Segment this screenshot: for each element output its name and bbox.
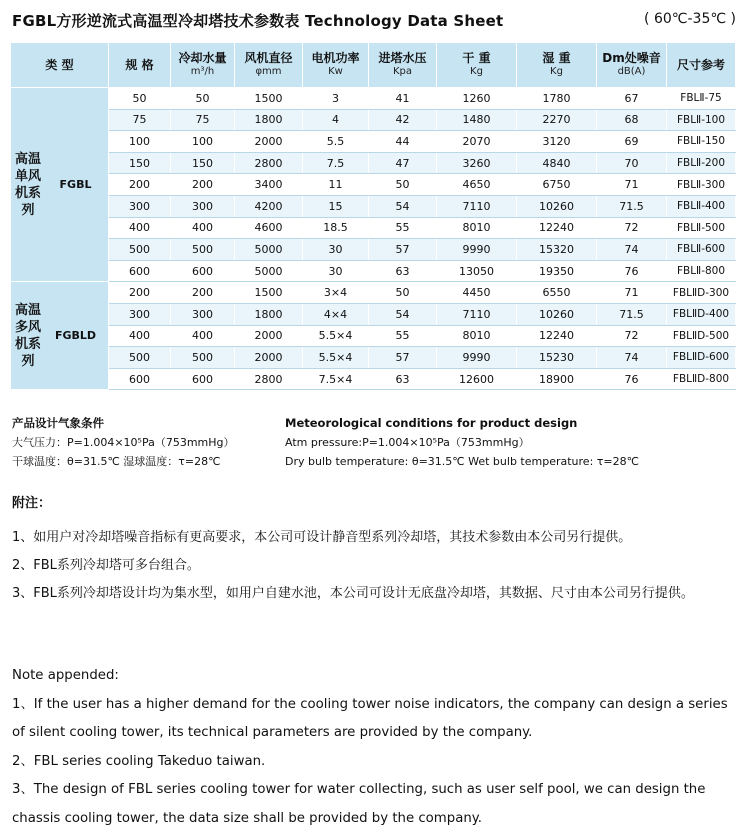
- table-cell: 300: [171, 195, 235, 217]
- table-cell: 76: [597, 260, 667, 282]
- notes-en-title: Note appended:: [12, 668, 119, 683]
- table-row: [11, 152, 736, 174]
- table-row: [11, 88, 736, 110]
- table-row: [11, 303, 736, 325]
- table-cell: 600: [109, 368, 171, 390]
- table-cell: 63: [369, 260, 437, 282]
- notes-cn: [12, 490, 738, 608]
- col-header: 规 格: [109, 43, 171, 88]
- table-cell: 500: [171, 347, 235, 369]
- table-row: [11, 325, 736, 347]
- table-cell: 600: [171, 260, 235, 282]
- table-cell: 500: [171, 239, 235, 261]
- group-model: FGBLD: [54, 329, 97, 343]
- col-header: 干 重 Kg: [437, 43, 517, 88]
- meteo-cn-heading: 产品设计气象条件: [12, 416, 104, 430]
- table-cell: 5000: [235, 260, 303, 282]
- note-item: 2、FBL series cooling Takeduo taiwan.: [12, 753, 266, 769]
- table-cell: 2000: [235, 347, 303, 369]
- table-cell: 68: [597, 109, 667, 131]
- table-cell: 150: [171, 152, 235, 174]
- table-cell: FBLⅡ-75: [667, 88, 736, 110]
- group-cell: [11, 282, 109, 390]
- table-cell: FBLⅡD-400: [667, 303, 736, 325]
- table-cell: FBLⅡD-800: [667, 368, 736, 390]
- table-cell: 500: [109, 347, 171, 369]
- note-item: 3、The design of FBL series cooling tower for water collecting, such as user self pool, we can design the chassis cooling tower, the data size shall be provided by the company.: [12, 782, 706, 826]
- meteo-cn: [12, 414, 282, 471]
- table-cell: FBLⅡ-500: [667, 217, 736, 239]
- table-cell: 4450: [437, 282, 517, 304]
- table-cell: 54: [369, 195, 437, 217]
- table-row: [11, 217, 736, 239]
- table-cell: 54: [369, 303, 437, 325]
- table-cell: 55: [369, 325, 437, 347]
- table-cell: 8010: [437, 325, 517, 347]
- table-row: [11, 195, 736, 217]
- table-cell: 57: [369, 347, 437, 369]
- col-header: 类 型: [11, 43, 109, 88]
- table-row: [11, 282, 736, 304]
- table-cell: FBLⅡ-100: [667, 109, 736, 131]
- table-cell: 70: [597, 152, 667, 174]
- table-cell: 19350: [517, 260, 597, 282]
- table-cell: FBLⅡ-200: [667, 152, 736, 174]
- table-row: [11, 260, 736, 282]
- table-cell: 7.5×4: [303, 368, 369, 390]
- temperature-condition: ( 60℃-35℃ ): [644, 11, 736, 27]
- table-cell: 5.5: [303, 131, 369, 153]
- table-cell: 71.5: [597, 195, 667, 217]
- table-cell: 71: [597, 174, 667, 196]
- table-cell: 12240: [517, 325, 597, 347]
- note-item: 3、FBL系列冷却塔设计均为集水型，如用户自建水池，本公司可设计无底盘冷却塔，其数据、尺寸由本公司另行提供。: [12, 586, 694, 601]
- table-row: [11, 347, 736, 369]
- table-cell: 3×4: [303, 282, 369, 304]
- table-cell: 57: [369, 239, 437, 261]
- notes-cn-title: 附注：: [12, 496, 52, 511]
- table-cell: 15320: [517, 239, 597, 261]
- table-cell: 10260: [517, 195, 597, 217]
- table-cell: 200: [109, 174, 171, 196]
- table-cell: 4: [303, 109, 369, 131]
- table-cell: 7110: [437, 303, 517, 325]
- table-cell: 300: [171, 303, 235, 325]
- table-cell: 10260: [517, 303, 597, 325]
- table-cell: 500: [109, 239, 171, 261]
- table-cell: 55: [369, 217, 437, 239]
- table-cell: 12240: [517, 217, 597, 239]
- table-cell: 50: [369, 282, 437, 304]
- table-cell: FBLⅡD-300: [667, 282, 736, 304]
- table-cell: 600: [171, 368, 235, 390]
- table-cell: 15230: [517, 347, 597, 369]
- table-cell: 400: [109, 325, 171, 347]
- table-cell: 3400: [235, 174, 303, 196]
- table-cell: FBLⅡ-600: [667, 239, 736, 261]
- table-cell: FBLⅡD-600: [667, 347, 736, 369]
- table-cell: 6550: [517, 282, 597, 304]
- notes-en: [12, 662, 740, 833]
- table-cell: 30: [303, 239, 369, 261]
- table-cell: 600: [109, 260, 171, 282]
- table-cell: 11: [303, 174, 369, 196]
- table-cell: 71: [597, 282, 667, 304]
- table-cell: 74: [597, 347, 667, 369]
- table-cell: 42: [369, 109, 437, 131]
- table-cell: FBLⅡ-400: [667, 195, 736, 217]
- table-cell: 76: [597, 368, 667, 390]
- table-cell: 71.5: [597, 303, 667, 325]
- table-cell: 75: [171, 109, 235, 131]
- table-cell: FBLⅡD-500: [667, 325, 736, 347]
- table-row: [11, 174, 736, 196]
- table-cell: 2000: [235, 325, 303, 347]
- table-cell: 44: [369, 131, 437, 153]
- col-header: 电机功率 Kw: [303, 43, 369, 88]
- table-cell: 30: [303, 260, 369, 282]
- note-item: 1、If the user has a higher demand for the cooling tower noise indicators, the company can design a series of silent cooling tower, its technical parameters are provided by the company.: [12, 696, 728, 740]
- col-header: 冷却水量 m³/h: [171, 43, 235, 88]
- col-header: 尺寸参考: [667, 43, 736, 88]
- note-item: 1、如用户对冷却塔噪音指标有更高要求，本公司可设计静音型系列冷却塔，其技术参数由本公司另行提供。: [12, 530, 632, 545]
- table-row: [11, 368, 736, 390]
- group-cell: [11, 88, 109, 282]
- table-cell: 4200: [235, 195, 303, 217]
- table-row: [11, 239, 736, 261]
- table-row: [11, 109, 736, 131]
- table-cell: 63: [369, 368, 437, 390]
- table-cell: 4×4: [303, 303, 369, 325]
- table-cell: 72: [597, 217, 667, 239]
- table-cell: 100: [109, 131, 171, 153]
- table-cell: 300: [109, 195, 171, 217]
- table-cell: 9990: [437, 239, 517, 261]
- meteo-en-temps: Dry bulb temperature: θ=31.5℃ Wet bulb temperature: τ=28℃: [285, 455, 639, 468]
- table-cell: 75: [109, 109, 171, 131]
- table-cell: 12600: [437, 368, 517, 390]
- table-row: [11, 131, 736, 153]
- col-header: 风机直径 φmm: [235, 43, 303, 88]
- table-cell: 4840: [517, 152, 597, 174]
- table-cell: 15: [303, 195, 369, 217]
- table-cell: 41: [369, 88, 437, 110]
- table-cell: 400: [171, 217, 235, 239]
- table-cell: 1500: [235, 282, 303, 304]
- table-cell: 50: [171, 88, 235, 110]
- meteo-en-pressure: Atm pressure:P=1.004×10⁵Pa（753mmHg）: [285, 436, 530, 449]
- col-header: Dm处噪音 dB(A): [597, 43, 667, 88]
- group-name: 高温多风机系列: [15, 302, 42, 369]
- group-name: 高温单风机系列: [15, 151, 42, 218]
- table-cell: 6750: [517, 174, 597, 196]
- table-cell: 1260: [437, 88, 517, 110]
- table-cell: 1780: [517, 88, 597, 110]
- table-cell: FBLⅡ-800: [667, 260, 736, 282]
- table-cell: 300: [109, 303, 171, 325]
- table-cell: 2070: [437, 131, 517, 153]
- table-cell: 9990: [437, 347, 517, 369]
- table-cell: FBLⅡ-300: [667, 174, 736, 196]
- col-header: 进塔水压 Kpa: [369, 43, 437, 88]
- spec-table: [10, 42, 736, 390]
- table-cell: 3260: [437, 152, 517, 174]
- page-title: FGBL方形逆流式高温型冷却塔技术参数表 Technology Data Sheet: [12, 12, 504, 30]
- table-cell: 5.5×4: [303, 325, 369, 347]
- table-cell: 2270: [517, 109, 597, 131]
- table-cell: 74: [597, 239, 667, 261]
- table-cell: 47: [369, 152, 437, 174]
- table-cell: 2800: [235, 368, 303, 390]
- title-row: [12, 10, 736, 32]
- meteo-cn-pressure: 大气压力：P=1.004×10⁵Pa（753mmHg）: [12, 436, 235, 449]
- table-cell: 50: [109, 88, 171, 110]
- table-cell: 150: [109, 152, 171, 174]
- table-cell: 18.5: [303, 217, 369, 239]
- table-cell: 7.5: [303, 152, 369, 174]
- table-cell: 100: [171, 131, 235, 153]
- table-cell: 400: [109, 217, 171, 239]
- table-cell: 18900: [517, 368, 597, 390]
- table-cell: FBLⅡ-150: [667, 131, 736, 153]
- table-cell: 8010: [437, 217, 517, 239]
- meteo-en: [285, 414, 735, 471]
- table-cell: 5000: [235, 239, 303, 261]
- table-cell: 7110: [437, 195, 517, 217]
- table-cell: 400: [171, 325, 235, 347]
- table-cell: 1500: [235, 88, 303, 110]
- table-cell: 200: [171, 174, 235, 196]
- table-cell: 3120: [517, 131, 597, 153]
- table-cell: 5.5×4: [303, 347, 369, 369]
- table-cell: 50: [369, 174, 437, 196]
- group-model: FGBL: [59, 178, 92, 192]
- col-header: 湿 重 Kg: [517, 43, 597, 88]
- table-cell: 2000: [235, 131, 303, 153]
- meteo-en-heading: Meteorological conditions for product design: [285, 416, 578, 430]
- table-cell: 200: [171, 282, 235, 304]
- table-cell: 1800: [235, 303, 303, 325]
- table-cell: 67: [597, 88, 667, 110]
- table-cell: 3: [303, 88, 369, 110]
- meteo-cn-temps: 干球温度：θ=31.5℃ 湿球温度：τ=28℃: [12, 455, 221, 468]
- table-cell: 13050: [437, 260, 517, 282]
- table-cell: 1480: [437, 109, 517, 131]
- table-body: [11, 88, 736, 390]
- table-cell: 2800: [235, 152, 303, 174]
- table-cell: 1800: [235, 109, 303, 131]
- table-cell: 69: [597, 131, 667, 153]
- table-cell: 4650: [437, 174, 517, 196]
- header-row: [11, 43, 736, 88]
- table-cell: 72: [597, 325, 667, 347]
- table-cell: 4600: [235, 217, 303, 239]
- table-cell: 200: [109, 282, 171, 304]
- note-item: 2、FBL系列冷却塔可多台组合。: [12, 558, 200, 573]
